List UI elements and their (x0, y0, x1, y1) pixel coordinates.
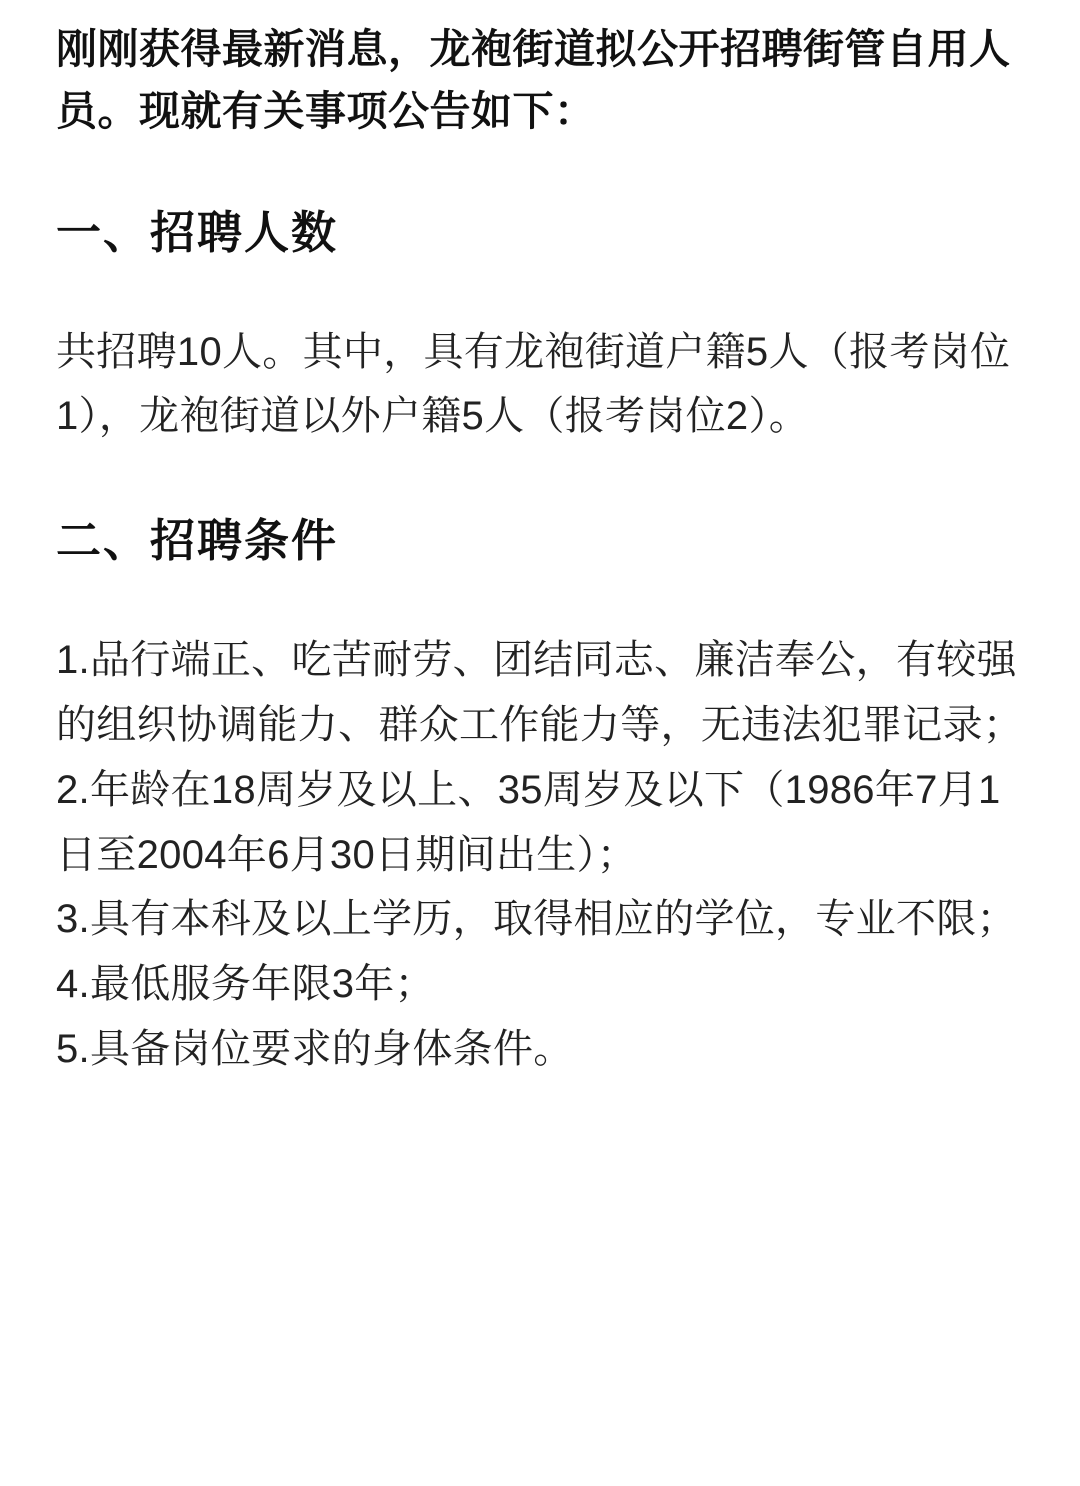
section-heading-recruitment-count: 一、招聘人数 (56, 206, 339, 258)
condition-item-4: 4.最低服务年限3年； (56, 962, 435, 1007)
condition-item-2: 2.年龄在18周岁及以上、35周岁及以下（1986年7月1日至2004年6月30日期间出生）； (56, 767, 1001, 877)
condition-item-3: 3.具有本科及以上学历，取得相应的学位，专业不限； (56, 897, 1017, 942)
condition-item-5: 5.具备岗位要求的身体条件。 (56, 1027, 574, 1071)
condition-item-1: 1.品行端正、吃苦耐劳、团结同志、廉洁奉公，有较强的组织协调能力、群众工作能力等，无违法犯罪记录； (56, 638, 1024, 748)
section-heading-recruitment-conditions: 二、招聘条件 (56, 515, 339, 567)
section-list-recruitment-conditions (56, 628, 1024, 1082)
section-paragraph-recruitment-count: 共招聘10人。其中，具有龙袍街道户籍5人（报考岗位1），龙袍街道以外户籍5人（报考岗位2）。 (56, 329, 1011, 439)
lead-paragraph: 刚刚获得最新消息，龙袍街道拟公开招聘街管自用人员。现就有关事项公告如下： (56, 26, 1011, 135)
